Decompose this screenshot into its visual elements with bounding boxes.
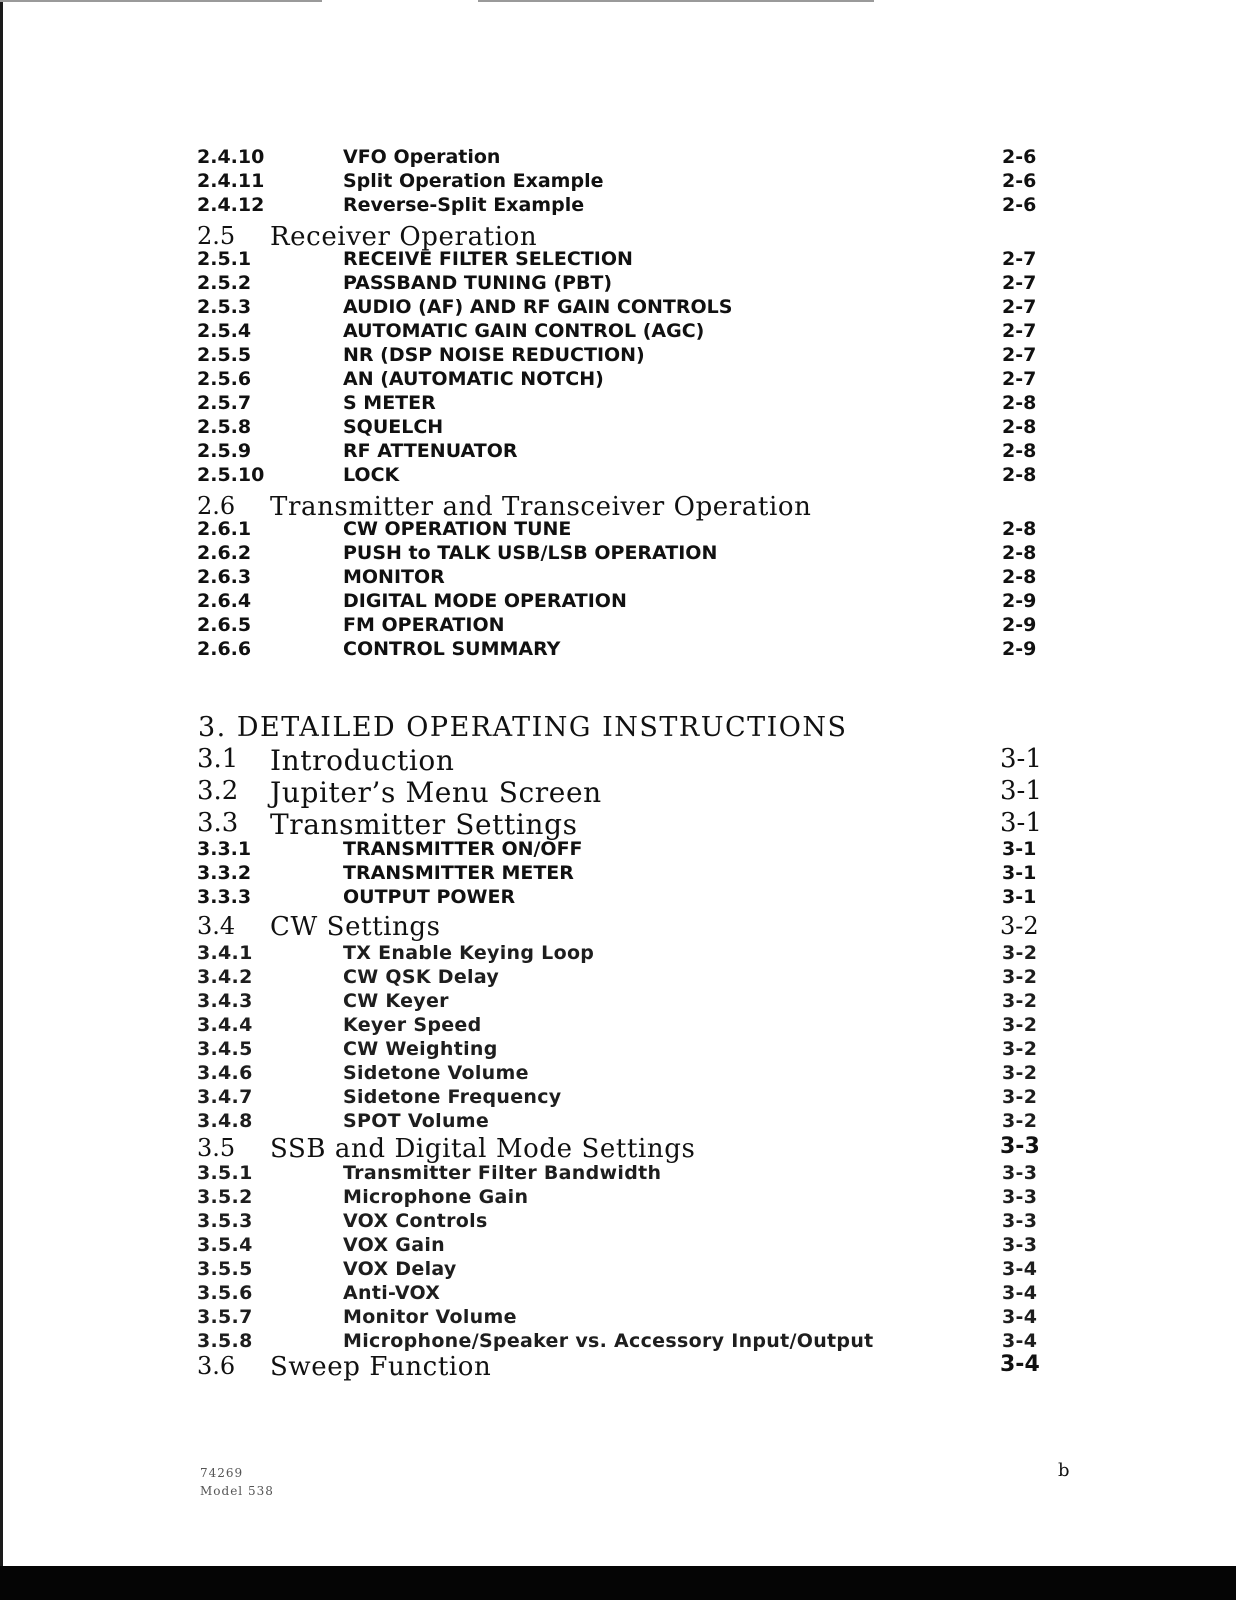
toc-entry-page: 3-2 [1002,1038,1038,1060]
toc-entry-title: DIGITAL MODE OPERATION [343,590,627,612]
toc-entry-title: Anti-VOX [343,1282,441,1304]
toc-entry-number: 2.5 [197,222,236,250]
toc-entry-number: 3.3.2 [197,862,252,884]
toc-entry-title: PUSH to TALK USB/LSB OPERATION [343,542,718,564]
toc-entry-title: TX Enable Keying Loop [343,942,595,964]
toc-entry-page: 2-9 [1002,614,1037,636]
toc-entry-number: 3.3.3 [197,886,252,908]
toc-entry-title: Reverse-Split Example [343,194,585,216]
toc-entry-title: TRANSMITTER METER [343,862,574,884]
toc-entry-title: OUTPUT POWER [343,886,516,908]
toc-entry-number: 2.5.1 [197,248,252,270]
toc-entry-title: CW OPERATION TUNE [343,518,572,540]
toc-entry-page: 2-8 [1002,542,1037,564]
toc-entry-page: 3-1 [1002,886,1037,908]
toc-entry-title: Keyer Speed [343,1014,482,1036]
toc-entry-number: 2.6.5 [197,614,252,636]
toc-entry-number: 3.5.6 [197,1282,253,1304]
toc-entry-page: 3-3 [1002,1210,1038,1232]
toc-entry-page: 3-1 [1000,776,1042,806]
toc-entry-number: 3.4.5 [197,1038,253,1060]
scan-edge-bottom [0,1566,1236,1600]
toc-entry-title: LOCK [343,464,400,486]
toc-entry-page: 2-7 [1002,296,1037,318]
toc-entry-page: 3-2 [1002,1014,1038,1036]
toc-entry-title: CW Keyer [343,990,449,1012]
toc-entry-title: Transmitter Filter Bandwidth [343,1162,662,1184]
toc-entry-title: Sidetone Volume [343,1062,529,1084]
toc-entry-title: Monitor Volume [343,1306,517,1328]
toc-entry-title: AUTOMATIC GAIN CONTROL (AGC) [343,320,705,342]
toc-entry-title: SQUELCH [343,416,444,438]
toc-entry-number: 2.6.4 [197,590,252,612]
toc-entry-page: 3-4 [1000,1352,1040,1377]
toc-entry-title: CONTROL SUMMARY [343,638,561,660]
toc-entry-page: 3-1 [1000,808,1042,838]
toc-entry-title: PASSBAND TUNING (PBT) [343,272,613,294]
toc-entry-number: 2.5.9 [197,440,252,462]
toc-entry-number: 3.4.3 [197,990,253,1012]
toc-entry-number: 3.5.5 [197,1258,253,1280]
toc-entry-number: 2.4.11 [197,170,265,192]
toc-entry-title: Sidetone Frequency [343,1086,562,1108]
toc-entry-title: Jupiter’s Menu Screen [270,776,602,809]
toc-entry-title: Split Operation Example [343,170,604,192]
toc-entry-title: VOX Controls [343,1210,488,1232]
toc-entry-title: Sweep Function [270,1352,492,1382]
toc-entry-page: 2-6 [1002,194,1037,216]
toc-entry-page: 3-2 [1002,1086,1038,1108]
footer-model: Model 538 [200,1484,274,1498]
toc-entry-page: 2-8 [1002,464,1037,486]
toc-entry-number: 3.4.8 [197,1110,253,1132]
toc-entry-title: VFO Operation [343,146,501,168]
toc-entry-page: 2-9 [1002,590,1037,612]
toc-entry-page: 3-4 [1002,1306,1038,1328]
toc-entry-title: Transmitter Settings [270,808,578,841]
toc-entry-number: 2.5.10 [197,464,265,486]
scan-edge-left [0,0,3,1600]
toc-entry-number: 3.1 [197,744,239,774]
toc-entry-number: 3.4.7 [197,1086,253,1108]
toc-entry-page: 3-3 [1002,1186,1038,1208]
toc-entry-title: TRANSMITTER ON/OFF [343,838,583,860]
toc-entry-page: 3-3 [1002,1234,1038,1256]
toc-entry-page: 2-8 [1002,392,1037,414]
toc-entry-title: RF ATTENUATOR [343,440,518,462]
toc-entry-number: 3.5.8 [197,1330,253,1352]
toc-entry-number: 2.5.6 [197,368,252,390]
toc-entry-title: AUDIO (AF) AND RF GAIN CONTROLS [343,296,733,318]
toc-entry-title: VOX Delay [343,1258,457,1280]
toc-entry-number: 3.3 [197,808,239,838]
toc-entry-page: 2-7 [1002,320,1037,342]
toc-entry-page: 3-2 [1002,1062,1038,1084]
toc-entry-title: SPOT Volume [343,1110,490,1132]
scan-line-top [0,0,322,2]
toc-entry-title: MONITOR [343,566,445,588]
toc-entry-number: 3.3.1 [197,838,252,860]
toc-entry-number: 2.5.5 [197,344,252,366]
toc-entry-title: CW Settings [270,912,441,942]
toc-entry-page: 2-6 [1002,146,1037,168]
toc-entry-page: 2-8 [1002,416,1037,438]
toc-entry-number: 3.4.6 [197,1062,253,1084]
toc-entry-page: 3-4 [1002,1258,1038,1280]
toc-entry-page: 3-2 [1002,990,1038,1012]
toc-entry-page: 3-4 [1002,1282,1038,1304]
toc-entry-title: NR (DSP NOISE REDUCTION) [343,344,645,366]
toc-entry-page: 3-3 [1002,1162,1038,1184]
toc-entry-number: 3.4.1 [197,942,253,964]
footer-page-letter: b [1058,1460,1070,1481]
toc-entry-title: Microphone Gain [343,1186,529,1208]
toc-entry-title: FM OPERATION [343,614,505,636]
toc-entry-number: 2.6 [197,492,236,520]
toc-entry-number: 2.6.6 [197,638,252,660]
toc-entry-page: 3-1 [1000,744,1042,774]
toc-entry-page: 3-2 [1002,966,1038,988]
toc-entry-number: 2.5.4 [197,320,252,342]
toc-entry-title: CW QSK Delay [343,966,500,988]
toc-entry-title: Microphone/Speaker vs. Accessory Input/Output [343,1330,874,1352]
toc-entry-page: 2-8 [1002,566,1037,588]
toc-entry-title: RECEIVE FILTER SELECTION [343,248,633,270]
toc-entry-page: 2-7 [1002,368,1037,390]
toc-entry-number: 3.5.3 [197,1210,253,1232]
toc-entry-title: Receiver Operation [270,222,538,252]
toc-entry-page: 3-1 [1002,862,1037,884]
toc-entry-number: 3.6 [197,1352,236,1380]
toc-entry-number: 3.4.4 [197,1014,253,1036]
toc-entry-number: 2.4.10 [197,146,265,168]
toc-entry-number: 2.6.3 [197,566,252,588]
toc-entry-number: 2.6.1 [197,518,252,540]
toc-entry-title: VOX Gain [343,1234,445,1256]
toc-entry-page: 3-2 [1002,1110,1038,1132]
toc-entry-title: SSB and Digital Mode Settings [270,1134,696,1164]
toc-entry-number: 3.5.4 [197,1234,253,1256]
toc-entry-number: 3.5.2 [197,1186,253,1208]
toc-entry-page: 3-3 [1000,1134,1040,1159]
toc-entry-page: 3-2 [1002,942,1038,964]
toc-entry-number: 3.5.7 [197,1306,253,1328]
toc-entry-page: 2-7 [1002,272,1037,294]
toc-entry-page: 3-1 [1002,838,1037,860]
toc-entry-page: 2-8 [1002,518,1037,540]
toc-entry-title: CW Weighting [343,1038,498,1060]
toc-entry-number: 2.5.7 [197,392,252,414]
toc-entry-number: 2.5.3 [197,296,252,318]
chapter-heading: 3. DETAILED OPERATING INSTRUCTIONS [198,712,848,743]
toc-entry-page: 2-9 [1002,638,1037,660]
footer-doc-code: 74269 [200,1466,244,1480]
toc-entry-number: 3.5 [197,1134,236,1162]
toc-entry-title: S METER [343,392,436,414]
toc-entry-page: 2-7 [1002,248,1037,270]
toc-entry-number: 3.4 [197,912,236,940]
toc-entry-number: 2.5.8 [197,416,252,438]
toc-entry-page: 3-4 [1002,1330,1038,1352]
scan-line-top [478,0,874,2]
toc-entry-number: 3.4.2 [197,966,253,988]
toc-entry-number: 3.2 [197,776,239,806]
toc-entry-title: Introduction [270,744,455,777]
toc-entry-number: 2.4.12 [197,194,265,216]
toc-entry-page: 2-6 [1002,170,1037,192]
toc-entry-number: 3.5.1 [197,1162,253,1184]
toc-entry-title: AN (AUTOMATIC NOTCH) [343,368,604,390]
toc-entry-title: Transmitter and Transceiver Operation [270,492,812,522]
toc-entry-page: 3-2 [1000,912,1039,940]
toc-entry-page: 2-8 [1002,440,1037,462]
toc-entry-page: 2-7 [1002,344,1037,366]
toc-entry-number: 2.5.2 [197,272,252,294]
toc-entry-number: 2.6.2 [197,542,252,564]
